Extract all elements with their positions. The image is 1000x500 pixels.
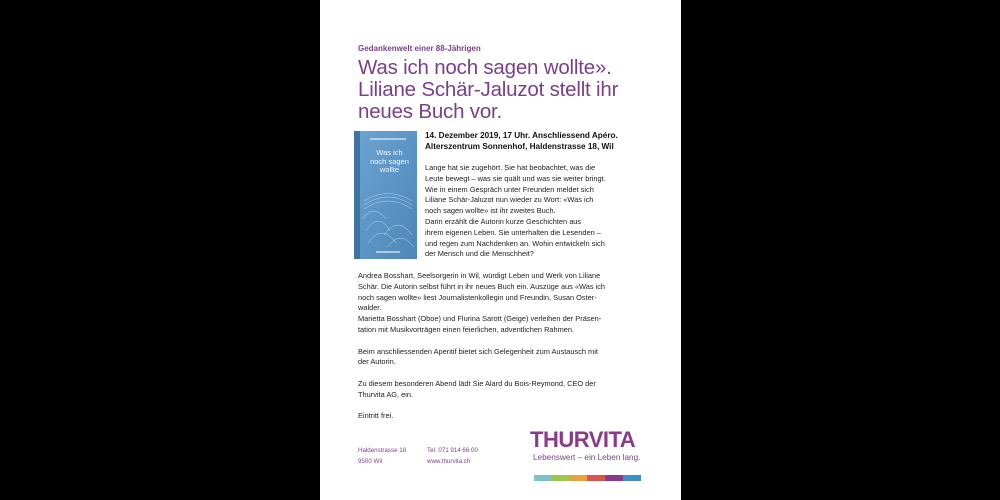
contact-phone: Tel. 071 914 66 00 [427,447,478,454]
intro-line: noch sagen wollte» ist ihr zweites Buch. [425,206,556,216]
headline-line: Was ich noch sagen wollte». [358,56,612,79]
body-line: Eintritt frei. [358,411,394,421]
logo-wordmark: THURVITA [530,427,636,452]
thurvita-logo [530,428,640,463]
footer-contact [427,446,478,467]
body-line: Thurvita AG, ein. [358,389,414,399]
paragraph-gap [358,336,643,347]
headline-line: Liliane Schär-Jaluzot stellt ihr [358,78,619,101]
stripe-segment [605,475,623,481]
body-line: walder. [358,303,382,313]
event-location: Alterszentrum Sonnenhof, Haldenstrasse 18, Wil [425,142,614,151]
book-cover-title-line: wollte [379,165,400,174]
intro-text [425,163,660,260]
intro-line: Darin erzählt die Autorin kurze Geschichten aus [425,216,582,226]
intro-line: ihrem eigenen Leben. Sie unterhalten die Lesenden – [425,227,601,237]
body-line: Zu diesem besonderen Abend lädt Sie Alard du Bois-Reymond, CEO der [358,378,596,388]
flyer-page [320,0,681,500]
intro-line: und regen zum Nachdenken an. Wohin entwickeln sich [425,238,605,248]
event-details [425,130,655,152]
paragraph-gap [358,368,643,379]
body-line: noch sagen wollte» liest Journalistenkollegin und Freundin, Susan Oster- [358,292,597,302]
color-stripe [534,475,641,481]
intro-line: der Mensch und die Menschheit? [425,249,534,259]
contact-website[interactable]: www.thurvita.ch [427,457,471,465]
logo-tagline: Lebenswert – ein Leben lang. [533,453,641,462]
stripe-segment [623,475,641,481]
body-line: Andrea Bosshart, Seelsorgerin in Wil, würdigt Leben und Werk von Liliane [358,271,601,280]
body-line: Marietta Bosshart (Oboe) und Flurina Sarott (Geige) verleihen der Präsen- [358,314,602,324]
book-cover-title-line: Was ich [376,148,403,157]
body-line: der Autorin. [358,357,396,367]
footer-address [358,446,406,467]
book-cover-title-line: noch sagen [370,156,409,166]
stripe-segment [587,475,605,481]
stripe-segment [552,475,570,481]
intro-line: Lange hat sie zugehört. Sie hat beobachtet, was die [425,163,596,172]
body-line: tation mit Musikvorträgen einen feierlichen, adventlichen Rahmen. [358,324,575,334]
event-date: 14. Dezember 2019, 17 Uhr. Anschliessend Apéro. [425,131,618,140]
paragraph-gap [358,401,643,412]
address-street: Haldenstrasse 18 [358,447,407,454]
intro-line: Wie in einem Gespräch unter Freunden meldet sich [425,184,594,194]
stripe-segment [570,475,588,481]
book-cover-title [362,149,417,175]
address-city: 9500 Wil [358,457,383,465]
intro-line: Leute bewegt – was sie quält und was sie weiter bringt. [425,173,606,183]
book-cover-image [354,131,417,259]
stripe-segment [534,475,552,481]
intro-line: Liliane Schär-Jaluzot nun wieder zu Wort: «Was ich [425,195,594,205]
body-text [358,271,643,422]
body-line: Schär. Die Autorin selbst führt in ihr neues Buch ein. Auszüge aus «Was ich [358,281,606,291]
body-line: Beim anschliessenden Aperitif bietet sich Gelegenheit zum Austausch mit [358,346,598,356]
kicker: Gedankenwelt einer 88-Jährigen [358,44,481,53]
headline-line: neues Buch vor. [358,100,503,123]
headline [358,57,658,123]
